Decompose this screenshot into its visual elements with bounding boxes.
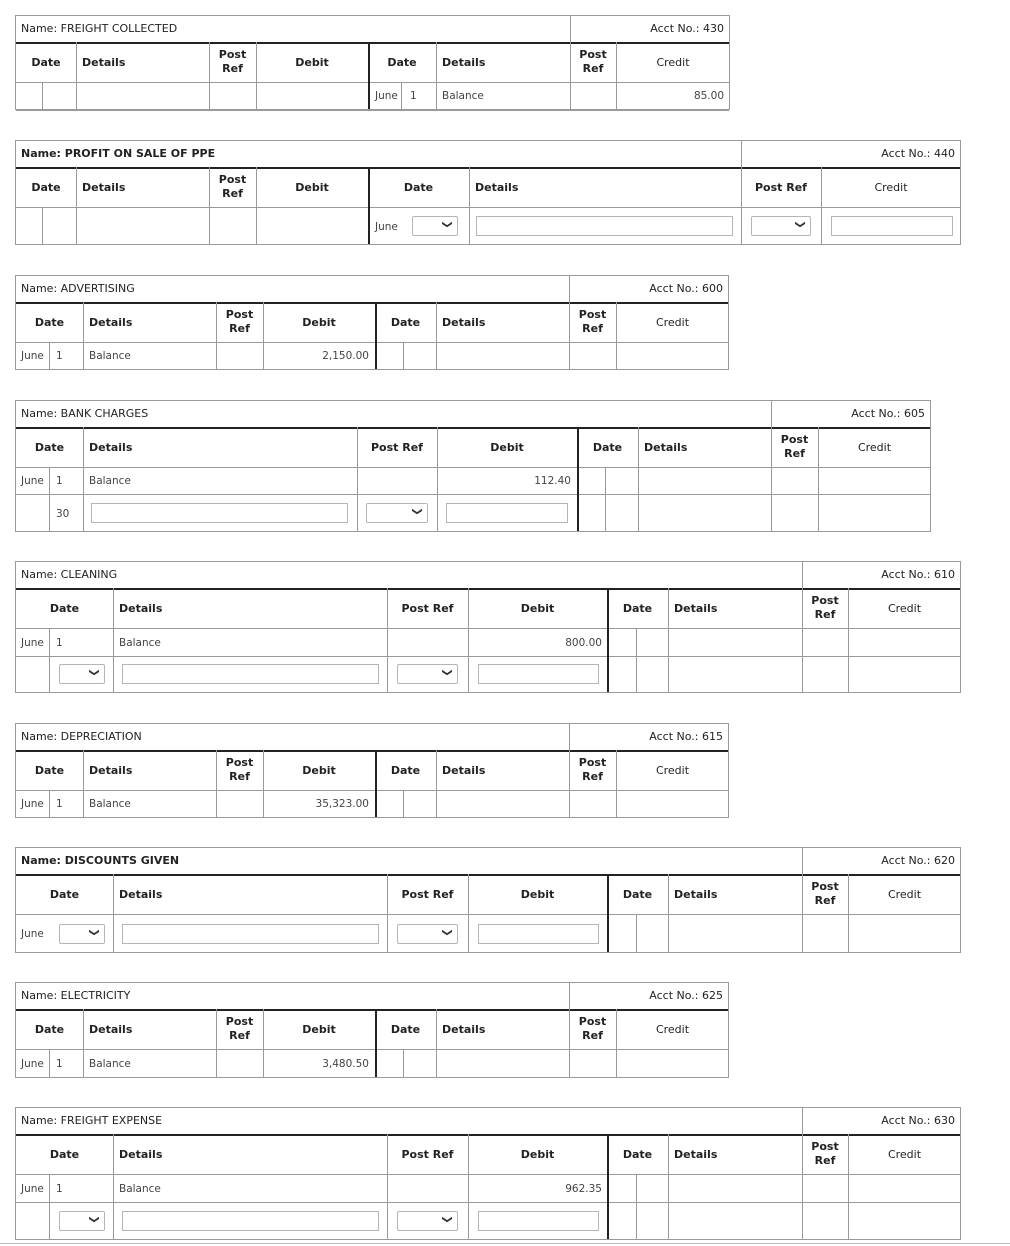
header-date: Date [387, 56, 417, 69]
header-post-ref: Post Ref [225, 1015, 254, 1042]
ledger-freight-expense [15, 1107, 961, 1240]
debit-day-select[interactable] [59, 924, 105, 944]
debit-day: 1 [56, 350, 63, 362]
ledger-bank-charges [15, 400, 931, 532]
ledger-title-bar [16, 724, 728, 752]
header-debit: Debit [520, 888, 555, 901]
debit-month: June [21, 350, 44, 362]
account-number: Acct No.: 620 [881, 854, 955, 867]
ledger-title-bar [16, 401, 930, 429]
debit-day-select[interactable] [59, 664, 105, 684]
debit-day-row2: 30 [56, 508, 70, 520]
account-number: Acct No.: 605 [851, 407, 925, 420]
header-debit: Debit [490, 441, 524, 454]
debit-post-ref-select[interactable] [397, 1211, 458, 1231]
chevron-down-icon: ❯ [88, 668, 100, 677]
header-details: Details [89, 316, 133, 329]
account-number: Acct No.: 625 [649, 989, 723, 1002]
debit-day: 1 [56, 475, 63, 487]
header-date: Date [34, 1023, 65, 1036]
debit-amount: 800.00 [565, 637, 602, 649]
debit-day: 1 [56, 1183, 63, 1195]
header-details: Details [674, 1148, 718, 1161]
credit-post-ref-select[interactable] [751, 216, 811, 236]
header-date: Date [403, 181, 434, 194]
debit-details: Balance [89, 475, 131, 487]
debit-details-input[interactable] [122, 924, 379, 944]
debit-month: June [21, 1183, 44, 1195]
header-post-ref: Post Ref [578, 1015, 607, 1042]
debit-details-input[interactable] [122, 1211, 379, 1231]
debit-amount: 112.40 [534, 475, 571, 487]
header-details: Details [119, 1148, 163, 1161]
header-post-ref: Post Ref [218, 48, 247, 75]
header-details: Details [442, 1023, 486, 1036]
ledger-title-bar [16, 983, 728, 1011]
chevron-down-icon: ❯ [441, 220, 453, 229]
ledger-electricity [15, 982, 729, 1078]
header-details: Details [644, 441, 688, 454]
chevron-down-icon: ❯ [88, 1215, 100, 1224]
header-details: Details [442, 764, 486, 777]
credit-month: June [375, 90, 398, 102]
ledger-advertising [15, 275, 729, 370]
header-post-ref: Post Ref [401, 888, 454, 901]
account-name: Name: DISCOUNTS GIVEN [21, 854, 180, 867]
account-name: Name: FREIGHT EXPENSE [21, 1114, 163, 1127]
header-date: Date [390, 316, 421, 329]
credit-amount-input[interactable] [831, 216, 953, 236]
debit-amount: 35,323.00 [315, 798, 369, 810]
debit-month: June [21, 637, 44, 649]
debit-amount-input[interactable] [478, 1211, 599, 1231]
header-details: Details [475, 181, 519, 194]
account-name: Name: PROFIT ON SALE OF PPE [21, 147, 216, 160]
chevron-down-icon: ❯ [794, 220, 806, 229]
header-credit: Credit [655, 1023, 690, 1036]
header-post-ref: Post Ref [225, 308, 254, 335]
header-debit: Debit [302, 316, 336, 329]
header-credit: Credit [655, 316, 690, 329]
header-credit: Credit [857, 441, 892, 454]
credit-details-input[interactable] [476, 216, 733, 236]
account-name: Name: ADVERTISING [21, 282, 135, 295]
debit-details: Balance [89, 350, 131, 362]
header-details: Details [89, 441, 133, 454]
header-date: Date [49, 602, 80, 615]
header-post-ref: Post Ref [811, 594, 839, 621]
debit-details: Balance [89, 1058, 131, 1070]
header-date: Date [592, 441, 623, 454]
ledger-title-bar [16, 562, 960, 590]
header-post-ref: Post Ref [578, 756, 607, 783]
ledger-title-bar [16, 16, 729, 44]
header-post-ref: Post Ref [578, 308, 607, 335]
header-debit: Debit [295, 56, 329, 69]
header-credit: Credit [887, 888, 922, 901]
account-name: Name: DEPRECIATION [21, 730, 142, 743]
debit-day: 1 [56, 1058, 63, 1070]
ledger-title-bar [16, 141, 960, 169]
debit-details-input[interactable] [91, 503, 348, 523]
header-details: Details [82, 56, 126, 69]
header-date: Date [390, 764, 421, 777]
account-number: Acct No.: 630 [881, 1114, 955, 1127]
ledger-freight-collected [15, 15, 730, 110]
debit-amount-input[interactable] [446, 503, 568, 523]
debit-day: 1 [56, 637, 63, 649]
header-credit: Credit [887, 602, 922, 615]
header-date: Date [34, 764, 65, 777]
header-details: Details [82, 181, 126, 194]
debit-day-select[interactable] [59, 1211, 105, 1231]
account-name: Name: FREIGHT COLLECTED [21, 22, 178, 35]
credit-day: 1 [410, 90, 417, 102]
header-credit: Credit [655, 764, 690, 777]
debit-amount: 962.35 [565, 1183, 602, 1195]
chevron-down-icon: ❯ [441, 928, 453, 937]
header-details: Details [674, 888, 718, 901]
credit-amount: 85.00 [693, 90, 724, 102]
debit-month: June [21, 928, 44, 940]
header-post-ref: Post Ref [579, 48, 607, 75]
header-details: Details [442, 56, 486, 69]
header-details: Details [119, 888, 163, 901]
header-debit: Debit [520, 602, 555, 615]
header-details: Details [89, 764, 133, 777]
header-post-ref: Post Ref [780, 433, 809, 460]
header-date: Date [49, 888, 80, 901]
chevron-down-icon: ❯ [411, 507, 423, 516]
ledger-title-bar [16, 276, 728, 304]
debit-details: Balance [119, 1183, 161, 1195]
chevron-down-icon: ❯ [88, 928, 100, 937]
ledger-depreciation [15, 723, 729, 818]
header-date: Date [49, 1148, 80, 1161]
header-post-ref: Post Ref [755, 181, 807, 194]
header-details: Details [89, 1023, 133, 1036]
account-name: Name: CLEANING [21, 568, 118, 581]
debit-details-input[interactable] [122, 664, 379, 684]
header-post-ref: Post Ref [811, 880, 839, 907]
account-number: Acct No.: 440 [881, 147, 955, 160]
header-credit: Credit [887, 1148, 922, 1161]
header-post-ref: Post Ref [225, 756, 254, 783]
header-details: Details [442, 316, 486, 329]
header-post-ref: Post Ref [371, 441, 423, 454]
ledger-profit-on-sale-of-ppe [15, 140, 961, 245]
credit-day-select[interactable] [412, 216, 458, 236]
ledger-title-bar [16, 848, 960, 876]
debit-amount-input[interactable] [478, 924, 599, 944]
header-debit: Debit [302, 1023, 336, 1036]
header-date: Date [34, 316, 65, 329]
header-debit: Debit [295, 181, 329, 194]
header-date: Date [622, 1148, 653, 1161]
header-debit: Debit [302, 764, 336, 777]
credit-month: June [375, 221, 398, 233]
header-post-ref: Post Ref [218, 173, 247, 200]
header-date: Date [34, 441, 65, 454]
ledger-discounts-given [15, 847, 961, 953]
page-bottom-divider [0, 1243, 1010, 1244]
debit-amount: 3,480.50 [322, 1058, 369, 1070]
debit-post-ref-select[interactable] [366, 503, 428, 523]
ledger-title-bar [16, 1108, 960, 1136]
debit-day: 1 [56, 798, 63, 810]
account-name: Name: BANK CHARGES [21, 407, 149, 420]
debit-month: June [21, 1058, 44, 1070]
account-number: Acct No.: 600 [649, 282, 723, 295]
credit-details: Balance [442, 90, 484, 102]
debit-details: Balance [119, 637, 161, 649]
account-number: Acct No.: 430 [650, 22, 724, 35]
debit-month: June [21, 475, 44, 487]
header-date: Date [622, 888, 653, 901]
debit-amount: 2,150.00 [322, 350, 369, 362]
header-date: Date [390, 1023, 421, 1036]
header-date: Date [622, 602, 653, 615]
ledger-cleaning [15, 561, 961, 693]
account-name: Name: ELECTRICITY [21, 989, 131, 1002]
account-number: Acct No.: 615 [649, 730, 723, 743]
debit-post-ref-select[interactable] [397, 664, 458, 684]
debit-details: Balance [89, 798, 131, 810]
header-post-ref: Post Ref [401, 1148, 454, 1161]
debit-amount-input[interactable] [478, 664, 599, 684]
header-debit: Debit [520, 1148, 555, 1161]
chevron-down-icon: ❯ [441, 668, 453, 677]
debit-post-ref-select[interactable] [397, 924, 458, 944]
header-details: Details [674, 602, 718, 615]
account-number: Acct No.: 610 [881, 568, 955, 581]
header-date: Date [31, 181, 61, 194]
header-post-ref: Post Ref [401, 602, 454, 615]
debit-month: June [21, 798, 44, 810]
header-details: Details [119, 602, 163, 615]
header-credit: Credit [656, 56, 690, 69]
header-date: Date [31, 56, 61, 69]
header-post-ref: Post Ref [811, 1140, 839, 1167]
header-credit: Credit [874, 181, 908, 194]
chevron-down-icon: ❯ [441, 1215, 453, 1224]
